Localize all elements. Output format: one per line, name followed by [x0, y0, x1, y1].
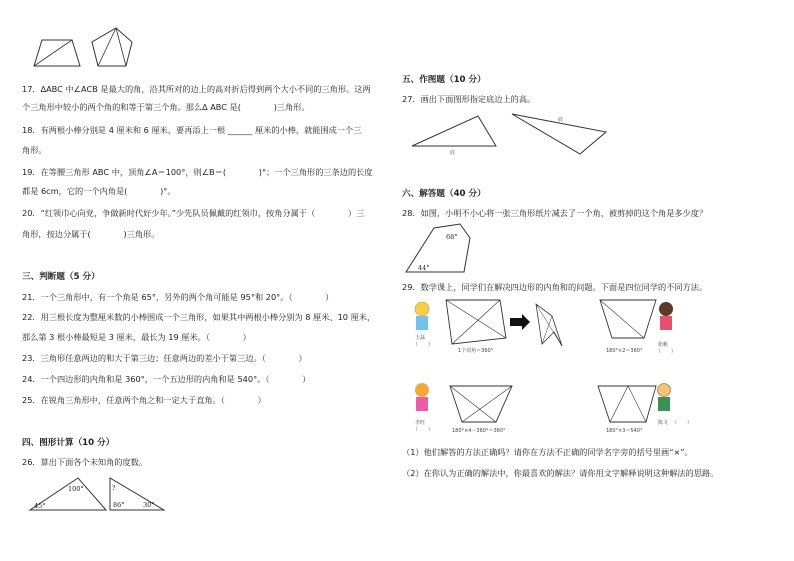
- q26-triangles-figure: [28, 474, 188, 514]
- q29-text: 29．数学课上，同学们在解决四边形的内角和的问题。下面是四位同学的不同方法。: [402, 282, 708, 292]
- pentagon-shape: [92, 28, 132, 66]
- q29-quad3: [450, 386, 512, 422]
- section6-title: 六、解答题（40 分）: [402, 189, 486, 199]
- q29-quad2: [600, 300, 656, 338]
- q23-text: 23．三角形任意两边的和大于第三边；任意两边的差小于第三边。（ ）: [22, 353, 307, 363]
- kid4-name: 陈文: [658, 420, 669, 426]
- q22-line1: 22．用三根长度为整厘米数的小棒围成一个三角形，如果其中两根小棒分别为 8 厘米、10 厘米，: [22, 312, 376, 322]
- q28-angle-68: 68°: [446, 233, 458, 241]
- section4-title: 四、图形计算（10 分）: [22, 438, 115, 448]
- kid2-body: [660, 316, 672, 330]
- q26-text: 26．算出下面各个未知角的度数。: [22, 457, 148, 467]
- kid4-avatar: [658, 384, 671, 397]
- q17-line1: 17．∆ABC 中∠ACB 是最大的角，沿其所对的边上的高对折后得到两个大小不同的三角形。这两: [22, 84, 371, 94]
- q28-shape: [406, 224, 470, 272]
- q17-line2: 个三角形中较小的两个角的和等于第三个角。那么∆ ABC 是( )三角形。: [22, 102, 310, 112]
- q27-text: 27．画出下面图形指定底边上的高。: [402, 94, 536, 104]
- q29-quad4: [598, 386, 656, 422]
- q26-angle-a2: 45°: [34, 502, 46, 510]
- q28-text: 28．如图，小明不小心将一张三角形纸片减去了一个角，被剪掉的这个角是多少度？: [402, 208, 708, 218]
- kid3-paren: （ ）: [413, 427, 434, 433]
- kid1-paren: （ ）: [413, 342, 434, 348]
- q27-triangle-a: [412, 116, 496, 146]
- kid2-name: 张帆: [658, 342, 669, 348]
- q26-angle-b3: 30°: [143, 501, 155, 509]
- q20-line1: 20．“红领巾心向党，争做新时代好少年。”少先队员佩戴的红领巾，按角分属于（ ）三: [22, 208, 365, 218]
- kid3-name: 李旺: [415, 420, 426, 426]
- q29-cap1: 1个周角＝360°: [458, 348, 494, 354]
- kid4-paren: （ ）: [672, 420, 693, 426]
- q24-text: 24．一个四边形的内角和是 360°，一个五边形的内角和是 540°。（ ）: [22, 374, 311, 384]
- q29-sub2: （2）在你认为正确的解法中，你最喜欢的解法？请你用文字解释说明这种解法的思路。: [402, 468, 719, 478]
- q18-line2: 角形。: [22, 145, 47, 155]
- kid1-avatar: [415, 302, 429, 316]
- q29-cap4: 180°×3＝540°: [606, 428, 643, 434]
- q27-triangles-figure: [410, 110, 610, 160]
- kid1-body: [416, 316, 428, 330]
- kid4-body: [658, 397, 670, 411]
- q28-angle-44: 44°: [418, 264, 430, 272]
- q20-line2: 角形，按边分属于( )三角形。: [22, 229, 160, 239]
- section3-title: 三、判断题（5 分）: [22, 272, 100, 282]
- kid2-avatar: [659, 302, 673, 316]
- q29-row1-figure: [402, 294, 702, 362]
- q29-cap2: 180°×2＝360°: [606, 348, 643, 354]
- trapezoid-shape: [34, 40, 80, 66]
- arrow-right-icon: [510, 314, 530, 330]
- kid3-avatar: [415, 383, 429, 397]
- q21-text: 21．一个三角形中，有一个角是 65°，另外的两个角可能是 95°和 20°。（ ）: [22, 292, 334, 302]
- q19-line1: 19．在等腰三角形 ABC 中，顶角∠A＝100°，则∠B＝( )°；一个三角形的三条边的长度: [22, 167, 373, 177]
- q27-base-a-label: 底: [450, 150, 456, 156]
- q26-angle-a1: 100°: [68, 485, 84, 493]
- kid1-name: 王磊: [415, 335, 426, 341]
- q29-row2-figure: [402, 378, 702, 440]
- q22-line2: 那么第 3 根小棒最短是 3 厘米，最长为 19 厘米。（ ）: [22, 332, 251, 342]
- top-shapes-figure: [28, 20, 138, 72]
- section5-title: 五、作图题（10 分）: [402, 75, 486, 85]
- q29-sub1: （1）他们解答的方法正确吗？请你在方法不正确的同学名字旁的括号里画“×”。: [402, 447, 693, 457]
- q26-angle-b1: ?: [112, 484, 116, 492]
- q27-base-b-label: 底: [558, 117, 564, 123]
- kid2-paren: （ ）: [656, 349, 677, 355]
- q25-text: 25．在锐角三角形中，任意两个角之和一定大于直角。（ ）: [22, 395, 266, 405]
- kid3-body: [416, 397, 428, 411]
- q19-line2: 都是 6cm，它的一个内角是( )°。: [22, 186, 176, 196]
- q29-cap3: 180°×4－360°＝360°: [452, 428, 506, 434]
- q28-cut-triangle-figure: [404, 220, 474, 274]
- q18-line1: 18．有两根小棒分别是 4 厘米和 6 厘米，要再添上一根 ______ 厘米的小棒，就能围成一个三: [22, 125, 362, 135]
- q26-angle-b2: 86°: [113, 501, 125, 509]
